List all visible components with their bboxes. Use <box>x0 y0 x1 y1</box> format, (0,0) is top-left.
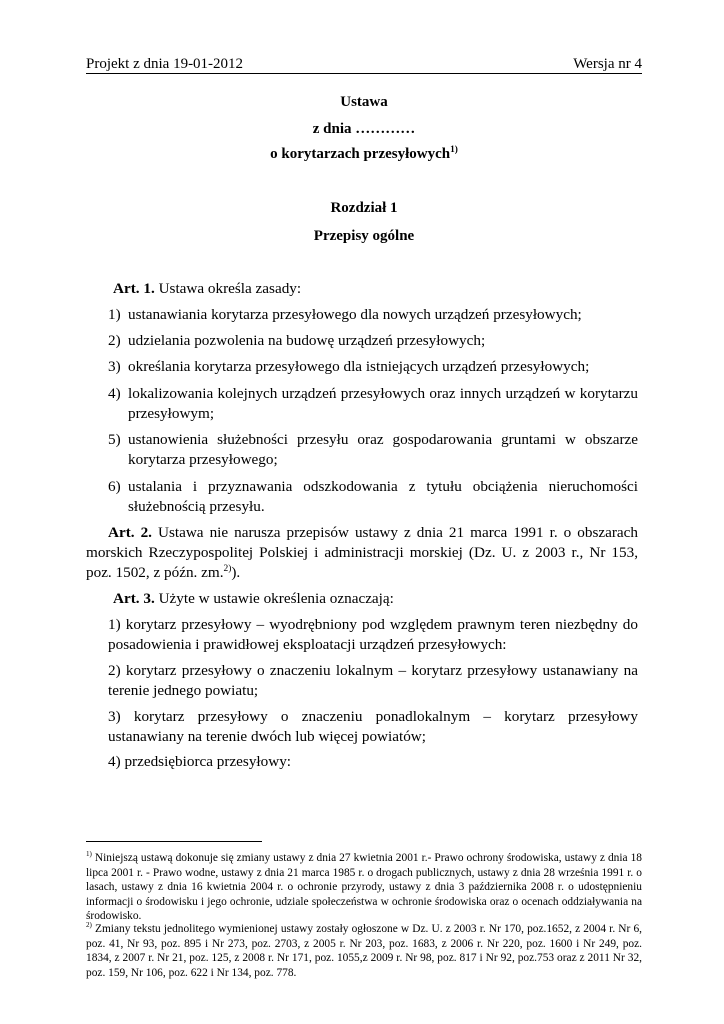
art1-item-text: ustanawiania korytarza przesyłowego dla nowych urządzeń przesyłowych; <box>128 306 582 323</box>
chapter-number: Rozdział 1 <box>330 200 398 216</box>
art3-item: 1) korytarz przesyłowy – wyodrębniony pod względem prawnym teren niezbędny do posadowienia i prawidłowej eksploatacji urządzeń przesyłowych: <box>108 616 638 653</box>
title-date: z dnia ………… <box>312 121 416 137</box>
chapter-name: Przepisy ogólne <box>313 228 415 244</box>
art3-intro: Art. 3. Użyte w ustawie określenia oznaczają: <box>113 590 394 607</box>
art1-item-num: 1) <box>108 306 121 323</box>
footnote-1: $^{1)}$ Niniejszą ustawą dokonuje się zmiany ustawy z dnia 27 kwietnia 2001 r.- Prawo ochrony środowiska, ustawy z dnia 18 lipca 2001 r. - Prawo wodne, ustawy z dnia 21 marca 1985 r. o drogach publicznych, ustawy z dnia 28 września 1991 r. o lasach, ustawy z dnia 16 kwietnia 2004 r. o ochronie przyrody, ustawy z dnia 3 października 2008 r. o udostępnieniu informacji o środowisku i jego ochronie, udziale społeczeństwa w ochronie środowiska oraz o ocenach oddziaływania na środowisko. <box>86 850 642 922</box>
art2-paragraph: Art. 2. Ustawa nie narusza przepisów ustawy z dnia 21 marca 1991 r. o obszarach morskich Rzeczypospolitej Polskiej i administracji morskiej (Dz. U. z 2003 r., Nr 153, poz. 1502, z późn. zm.$^{2)}$). <box>86 524 638 581</box>
header-rule <box>86 73 642 74</box>
art1-item-num: 4) <box>108 385 121 402</box>
art3-item: 3) korytarz przesyłowy o znaczeniu ponadlokalnym – korytarz przesyłowy ustanawiany na terenie dwóch lub więcej powiatów; <box>108 708 638 745</box>
art1-label: Art. 1. <box>113 280 155 297</box>
art1-item-num: 6) <box>108 478 121 495</box>
footnote-ref-2[interactable]: 2) <box>223 563 232 574</box>
art1-item-text: ustanowienia służebności przesyłu oraz gospodarowania gruntami w obszarze korytarza przesyłowego; <box>128 431 638 468</box>
art1-item-text: ustalania i przyznawania odszkodowania z tytułu obciążenia nieruchomości służebnością przesyłu. <box>128 478 638 515</box>
art1-item-num: 5) <box>108 431 121 448</box>
header-project-date: Projekt z dnia 19-01-2012 <box>86 56 244 72</box>
art2-label: Art. 2. <box>108 524 152 541</box>
art3-label: Art. 3. <box>113 590 155 607</box>
art1-item-text: udzielania pozwolenia na budowę urządzeń przesyłowych; <box>128 332 486 349</box>
art1-item-num: 3) <box>108 358 121 375</box>
art3-item: 2) korytarz przesyłowy o znaczeniu lokalnym – korytarz przesyłowy ustanawiany na terenie jednego powiatu; <box>108 662 638 699</box>
header-version: Wersja nr 4 <box>573 56 642 72</box>
footnote-ref-1[interactable]: 1) <box>450 145 458 155</box>
art1-intro: Art. 1. Ustawa określa zasady: <box>113 280 302 297</box>
art1-item-text: lokalizowania kolejnych urządzeń przesyłowych oraz innych urządzeń w korytarzu przesyłowym; <box>128 385 638 422</box>
title-ustawa: Ustawa <box>340 94 388 110</box>
art1-item-num: 2) <box>108 332 121 349</box>
footnote-2: $^{2)}$ Zmiany tekstu jednolitego wymienionej ustawy zostały ogłoszone w Dz. U. z 2003 r. Nr 170, poz.1652, z 2004 r. Nr 6, poz. 41, Nr 93, poz. 895 i Nr 273, poz. 2703, z 2005 r. Nr 203, poz. 1683, z 2006 r. Nr 220, poz. 1600 i Nr 249, poz. 1834, z 2007 r. Nr 21, poz. 125, z 2008 r. Nr 171, poz. 1055,z 2009 r. Nr 98, poz. 817 i Nr 92, poz.753 oraz z 2011 Nr 32, poz. 159, Nr 106, poz. 622 i Nr 134, poz. 778. <box>86 921 642 979</box>
art1-item-text: określania korytarza przesyłowego dla istniejących urządzeń przesyłowych; <box>128 358 590 375</box>
footnote-rule <box>86 841 262 842</box>
art3-item: 4) przedsiębiorca przesyłowy: <box>108 753 292 770</box>
title-subject: o korytarzach przesyłowych$^{1)}$ <box>270 145 458 162</box>
